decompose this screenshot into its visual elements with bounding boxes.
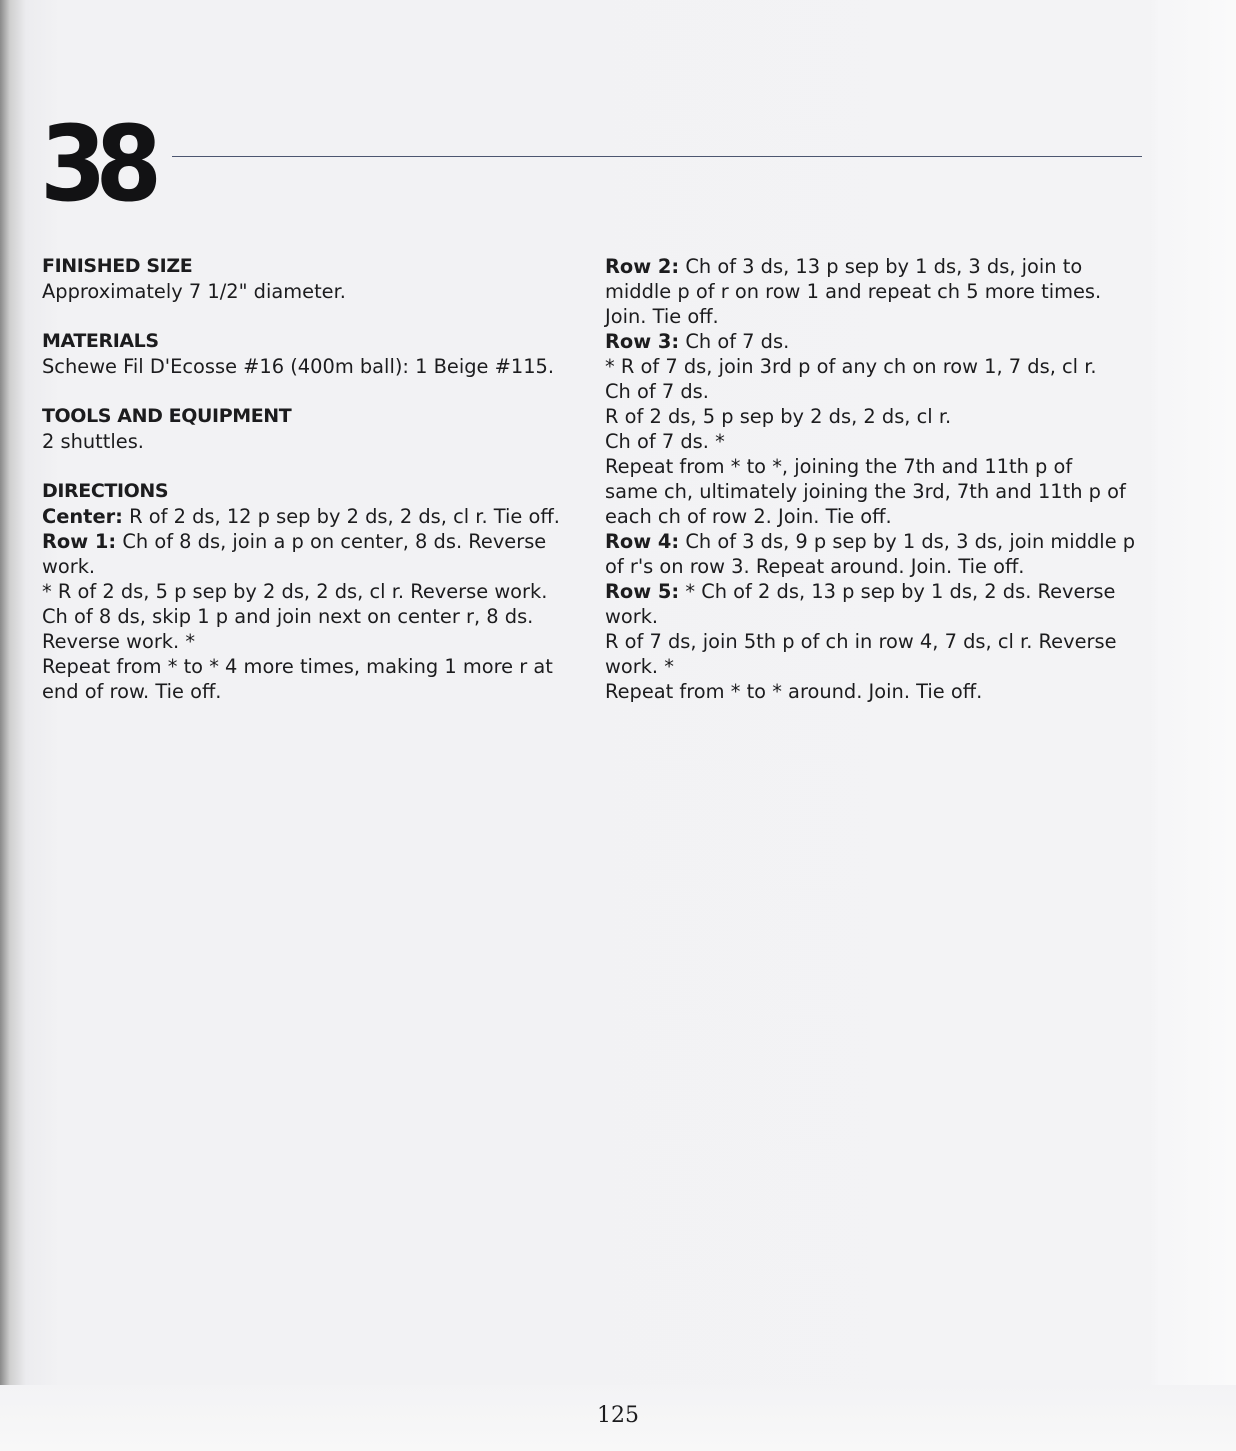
row2-instruction xyxy=(605,254,1153,279)
row3-line: Ch of 7 ds. * xyxy=(605,430,725,453)
page-number: 125 xyxy=(597,1403,639,1428)
row4-label: Row 4: xyxy=(605,530,680,553)
tools-text: 2 shuttles. xyxy=(42,430,144,453)
row3-label: Row 3: xyxy=(605,330,680,353)
row5-label: Row 5: xyxy=(605,580,680,603)
row1-line: * R of 2 ds, 5 p sep by 2 ds, 2 ds, cl r. Reverse work. xyxy=(42,580,548,603)
center-text: R of 2 ds, 12 p sep by 2 ds, 2 ds, cl r. Tie off. xyxy=(122,505,560,528)
row2-label: Row 2: xyxy=(605,255,680,278)
row2-line: Join. Tie off. xyxy=(605,305,719,328)
row3-instruction xyxy=(605,329,1153,354)
materials-text: Schewe Fil D'Ecosse #16 (400m ball): 1 Beige #115. xyxy=(42,355,555,378)
row5-line: work. * xyxy=(605,655,674,678)
row4-line: of r's on row 3. Repeat around. Join. Tie off. xyxy=(605,555,1025,578)
row4-instruction xyxy=(605,529,1153,554)
row1-line: Reverse work. * xyxy=(42,630,196,653)
row2-text: Ch of 3 ds, 13 p sep by 1 ds, 3 ds, join to xyxy=(679,255,1083,278)
row3-line: R of 2 ds, 5 p sep by 2 ds, 2 ds, cl r. xyxy=(605,405,952,428)
row1-instruction xyxy=(42,529,582,554)
row4-text: Ch of 3 ds, 9 p sep by 1 ds, 3 ds, join middle p xyxy=(679,530,1136,553)
row1-label: Row 1: xyxy=(42,530,117,553)
row5-text: * Ch of 2 ds, 13 p sep by 1 ds, 2 ds. Reverse xyxy=(679,580,1116,603)
row1-line: Ch of 8 ds, skip 1 p and join next on center r, 8 ds. xyxy=(42,605,534,628)
finished-size-text: Approximately 7 1/2" diameter. xyxy=(42,280,346,303)
row3-line: Ch of 7 ds. xyxy=(605,380,709,403)
row5-instruction xyxy=(605,579,1153,604)
row3-line: same ch, ultimately joining the 3rd, 7th and 11th p of xyxy=(605,480,1126,503)
left-column xyxy=(42,254,582,704)
row5-line: work. xyxy=(605,605,659,628)
tools-heading: TOOLS AND EQUIPMENT xyxy=(42,405,292,427)
row3-line: * R of 7 ds, join 3rd p of any ch on row 1, 7 ds, cl r. xyxy=(605,355,1097,378)
row5-line: Repeat from * to * around. Join. Tie off. xyxy=(605,680,983,703)
center-label: Center: xyxy=(42,505,123,528)
center-instruction xyxy=(42,504,582,529)
row3-line: Repeat from * to *, joining the 7th and 11th p of xyxy=(605,455,1073,478)
finished-size-heading: FINISHED SIZE xyxy=(42,255,193,277)
pattern-number: 38 xyxy=(40,103,152,225)
header-rule xyxy=(172,156,1142,157)
materials-heading: MATERIALS xyxy=(42,330,159,352)
row3-text: Ch of 7 ds. xyxy=(679,330,790,353)
directions-heading: DIRECTIONS xyxy=(42,480,169,502)
row2-line: middle p of r on row 1 and repeat ch 5 more times. xyxy=(605,280,1102,303)
row1-line: Repeat from * to * 4 more times, making 1 more r at xyxy=(42,655,553,678)
row3-line: each ch of row 2. Join. Tie off. xyxy=(605,505,892,528)
row1-line: end of row. Tie off. xyxy=(42,680,222,703)
row5-line: R of 7 ds, join 5th p of ch in row 4, 7 ds, cl r. Reverse xyxy=(605,630,1117,653)
row1-text: Ch of 8 ds, join a p on center, 8 ds. Reverse xyxy=(116,530,547,553)
right-column xyxy=(605,254,1153,704)
row1-line: work. xyxy=(42,555,96,578)
